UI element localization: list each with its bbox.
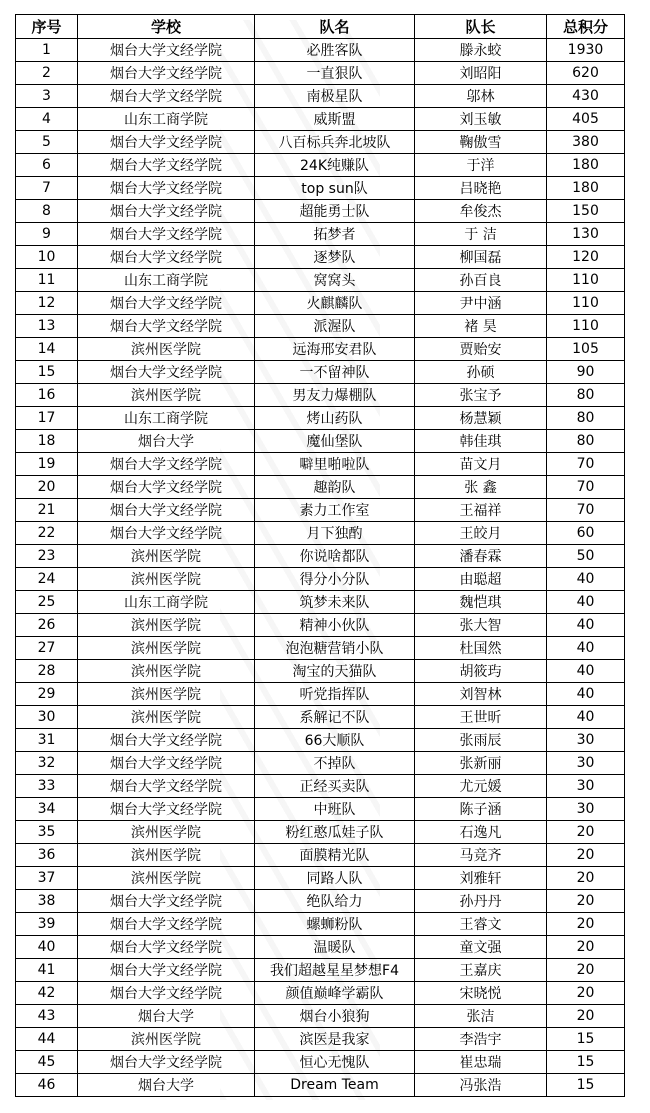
header-row (16, 15, 625, 39)
cell-score: 40 (547, 660, 625, 683)
cell-school: 烟台大学 (78, 1074, 255, 1097)
cell-school: 烟台大学文经学院 (78, 752, 255, 775)
cell-school: 滨州医学院 (78, 384, 255, 407)
cell-index: 28 (16, 660, 78, 683)
table-row (16, 223, 625, 246)
cell-captain: 宋晓悦 (415, 982, 547, 1005)
cell-index: 35 (16, 821, 78, 844)
cell-index: 6 (16, 154, 78, 177)
cell-score: 40 (547, 637, 625, 660)
cell-score: 110 (547, 269, 625, 292)
cell-team: 绝队给力 (255, 890, 415, 913)
table-row (16, 890, 625, 913)
cell-captain: 刘雅轩 (415, 867, 547, 890)
cell-score: 1930 (547, 39, 625, 62)
cell-captain: 杨慧颖 (415, 407, 547, 430)
cell-school: 烟台大学文经学院 (78, 315, 255, 338)
cell-team: 颜值巅峰学霸队 (255, 982, 415, 1005)
cell-captain: 刘玉敏 (415, 108, 547, 131)
cell-team: 泡泡糖营销小队 (255, 637, 415, 660)
cell-score: 20 (547, 821, 625, 844)
cell-index: 14 (16, 338, 78, 361)
cell-score: 15 (547, 1051, 625, 1074)
cell-score: 620 (547, 62, 625, 85)
cell-school: 山东工商学院 (78, 108, 255, 131)
table-row (16, 706, 625, 729)
cell-team: 听党指挥队 (255, 683, 415, 706)
cell-index: 13 (16, 315, 78, 338)
cell-index: 10 (16, 246, 78, 269)
cell-score: 50 (547, 545, 625, 568)
table-row (16, 476, 625, 499)
cell-captain: 刘智林 (415, 683, 547, 706)
cell-index: 46 (16, 1074, 78, 1097)
cell-score: 180 (547, 177, 625, 200)
cell-team: 正经买卖队 (255, 775, 415, 798)
cell-captain: 王嘉庆 (415, 959, 547, 982)
table-row (16, 407, 625, 430)
table-row (16, 246, 625, 269)
cell-school: 烟台大学文经学院 (78, 39, 255, 62)
cell-score: 20 (547, 959, 625, 982)
table-row (16, 200, 625, 223)
cell-team: 你说啥都队 (255, 545, 415, 568)
header-school: 学校 (78, 15, 255, 39)
cell-score: 20 (547, 913, 625, 936)
table-row (16, 39, 625, 62)
cell-score: 180 (547, 154, 625, 177)
cell-school: 滨州医学院 (78, 844, 255, 867)
cell-school: 烟台大学文经学院 (78, 62, 255, 85)
cell-score: 30 (547, 752, 625, 775)
cell-index: 19 (16, 453, 78, 476)
cell-index: 30 (16, 706, 78, 729)
cell-score: 20 (547, 936, 625, 959)
table-row (16, 384, 625, 407)
table-row (16, 361, 625, 384)
cell-team: 恒心无愧队 (255, 1051, 415, 1074)
cell-score: 70 (547, 453, 625, 476)
cell-index: 24 (16, 568, 78, 591)
cell-score: 110 (547, 315, 625, 338)
cell-index: 20 (16, 476, 78, 499)
cell-school: 滨州医学院 (78, 706, 255, 729)
table-row (16, 959, 625, 982)
cell-score: 20 (547, 867, 625, 890)
cell-index: 3 (16, 85, 78, 108)
cell-team: 我们超越星星梦想F4 (255, 959, 415, 982)
cell-school: 烟台大学 (78, 430, 255, 453)
cell-team: 滨医是我家 (255, 1028, 415, 1051)
cell-index: 8 (16, 200, 78, 223)
cell-school: 烟台大学文经学院 (78, 131, 255, 154)
cell-index: 21 (16, 499, 78, 522)
cell-captain: 王世昕 (415, 706, 547, 729)
cell-school: 烟台大学文经学院 (78, 522, 255, 545)
table-row (16, 453, 625, 476)
cell-score: 90 (547, 361, 625, 384)
header-index: 序号 (16, 15, 78, 39)
cell-team: 烟台小狼狗 (255, 1005, 415, 1028)
cell-team: 筑梦未来队 (255, 591, 415, 614)
cell-team: 温暖队 (255, 936, 415, 959)
cell-index: 37 (16, 867, 78, 890)
cell-score: 40 (547, 706, 625, 729)
table-row (16, 660, 625, 683)
cell-school: 滨州医学院 (78, 683, 255, 706)
cell-captain: 褚 昊 (415, 315, 547, 338)
cell-team: 超能勇士队 (255, 200, 415, 223)
cell-index: 40 (16, 936, 78, 959)
cell-team: 烤山药队 (255, 407, 415, 430)
table-row (16, 844, 625, 867)
header-score: 总积分 (547, 15, 625, 39)
cell-school: 烟台大学文经学院 (78, 499, 255, 522)
cell-captain: 滕永蛟 (415, 39, 547, 62)
cell-captain: 贾贻安 (415, 338, 547, 361)
cell-team: 螺蛳粉队 (255, 913, 415, 936)
cell-index: 11 (16, 269, 78, 292)
cell-score: 30 (547, 775, 625, 798)
cell-score: 40 (547, 614, 625, 637)
cell-score: 380 (547, 131, 625, 154)
cell-index: 5 (16, 131, 78, 154)
cell-team: 必胜客队 (255, 39, 415, 62)
cell-captain: 潘春霖 (415, 545, 547, 568)
header-captain: 队长 (415, 15, 547, 39)
table-row (16, 522, 625, 545)
cell-captain: 张雨辰 (415, 729, 547, 752)
cell-school: 烟台大学文经学院 (78, 890, 255, 913)
cell-school: 烟台大学文经学院 (78, 453, 255, 476)
cell-team: 南极星队 (255, 85, 415, 108)
cell-captain: 鞠傲雪 (415, 131, 547, 154)
cell-team: 一直狠队 (255, 62, 415, 85)
cell-index: 22 (16, 522, 78, 545)
cell-captain: 于 洁 (415, 223, 547, 246)
cell-index: 31 (16, 729, 78, 752)
cell-score: 120 (547, 246, 625, 269)
cell-team: 一不留神队 (255, 361, 415, 384)
cell-team: 噼里啪啦队 (255, 453, 415, 476)
cell-score: 430 (547, 85, 625, 108)
table-row (16, 637, 625, 660)
table-row (16, 85, 625, 108)
table-row (16, 568, 625, 591)
cell-team: 趣韵队 (255, 476, 415, 499)
table-row (16, 338, 625, 361)
table-row (16, 430, 625, 453)
cell-index: 12 (16, 292, 78, 315)
table-row (16, 1074, 625, 1097)
cell-captain: 邬林 (415, 85, 547, 108)
cell-captain: 由聪超 (415, 568, 547, 591)
cell-school: 烟台大学文经学院 (78, 476, 255, 499)
cell-school: 烟台大学文经学院 (78, 177, 255, 200)
table-row (16, 775, 625, 798)
cell-index: 2 (16, 62, 78, 85)
cell-team: 粉红憨瓜娃子队 (255, 821, 415, 844)
cell-captain: 崔忠瑞 (415, 1051, 547, 1074)
cell-captain: 李浩宇 (415, 1028, 547, 1051)
cell-score: 20 (547, 1005, 625, 1028)
table-row (16, 752, 625, 775)
table-row (16, 1005, 625, 1028)
ranking-table (15, 14, 625, 1097)
cell-score: 105 (547, 338, 625, 361)
cell-school: 烟台大学文经学院 (78, 729, 255, 752)
table-row (16, 269, 625, 292)
table-row (16, 936, 625, 959)
cell-index: 44 (16, 1028, 78, 1051)
cell-team: 同路人队 (255, 867, 415, 890)
table-row (16, 683, 625, 706)
table-row (16, 729, 625, 752)
cell-school: 烟台大学文经学院 (78, 913, 255, 936)
cell-score: 20 (547, 890, 625, 913)
cell-captain: 冯张浩 (415, 1074, 547, 1097)
cell-team: 66大顺队 (255, 729, 415, 752)
cell-captain: 王福祥 (415, 499, 547, 522)
cell-index: 25 (16, 591, 78, 614)
cell-score: 15 (547, 1074, 625, 1097)
cell-score: 40 (547, 568, 625, 591)
cell-school: 烟台大学文经学院 (78, 798, 255, 821)
table-row (16, 292, 625, 315)
cell-team: 精神小伙队 (255, 614, 415, 637)
table-row (16, 62, 625, 85)
cell-school: 烟台大学文经学院 (78, 85, 255, 108)
cell-index: 18 (16, 430, 78, 453)
cell-index: 1 (16, 39, 78, 62)
cell-school: 烟台大学文经学院 (78, 936, 255, 959)
cell-index: 4 (16, 108, 78, 131)
cell-team: 火麒麟队 (255, 292, 415, 315)
cell-captain: 胡筱玙 (415, 660, 547, 683)
cell-index: 36 (16, 844, 78, 867)
cell-score: 110 (547, 292, 625, 315)
cell-school: 烟台大学文经学院 (78, 982, 255, 1005)
cell-index: 17 (16, 407, 78, 430)
cell-index: 29 (16, 683, 78, 706)
table-row (16, 913, 625, 936)
cell-index: 45 (16, 1051, 78, 1074)
table-row (16, 591, 625, 614)
cell-captain: 张 鑫 (415, 476, 547, 499)
table-row (16, 982, 625, 1005)
cell-team: Dream Team (255, 1074, 415, 1097)
cell-captain: 牟俊杰 (415, 200, 547, 223)
cell-team: 不掉队 (255, 752, 415, 775)
cell-captain: 柳国磊 (415, 246, 547, 269)
table-row (16, 108, 625, 131)
cell-score: 20 (547, 982, 625, 1005)
cell-captain: 刘昭阳 (415, 62, 547, 85)
cell-captain: 吕晓艳 (415, 177, 547, 200)
cell-index: 42 (16, 982, 78, 1005)
cell-captain: 张新丽 (415, 752, 547, 775)
cell-team: 淘宝的天猫队 (255, 660, 415, 683)
cell-index: 27 (16, 637, 78, 660)
cell-captain: 韩佳琪 (415, 430, 547, 453)
cell-score: 30 (547, 729, 625, 752)
table-row (16, 315, 625, 338)
cell-team: 中班队 (255, 798, 415, 821)
cell-score: 70 (547, 499, 625, 522)
cell-school: 山东工商学院 (78, 407, 255, 430)
cell-score: 30 (547, 798, 625, 821)
cell-score: 405 (547, 108, 625, 131)
cell-school: 烟台大学文经学院 (78, 361, 255, 384)
cell-captain: 孙硕 (415, 361, 547, 384)
header-team: 队名 (255, 15, 415, 39)
cell-team: 逐梦队 (255, 246, 415, 269)
cell-school: 滨州医学院 (78, 338, 255, 361)
cell-score: 40 (547, 683, 625, 706)
table-row (16, 1051, 625, 1074)
cell-captain: 杜国然 (415, 637, 547, 660)
table-row (16, 154, 625, 177)
cell-school: 烟台大学文经学院 (78, 154, 255, 177)
cell-school: 滨州医学院 (78, 867, 255, 890)
cell-score: 70 (547, 476, 625, 499)
cell-team: 窝窝头 (255, 269, 415, 292)
cell-school: 烟台大学文经学院 (78, 223, 255, 246)
cell-school: 烟台大学文经学院 (78, 775, 255, 798)
cell-captain: 于洋 (415, 154, 547, 177)
cell-captain: 孙丹丹 (415, 890, 547, 913)
cell-score: 80 (547, 384, 625, 407)
cell-team: 面膜精光队 (255, 844, 415, 867)
cell-captain: 王睿文 (415, 913, 547, 936)
cell-index: 16 (16, 384, 78, 407)
cell-captain: 尹中涵 (415, 292, 547, 315)
cell-score: 80 (547, 430, 625, 453)
cell-school: 烟台大学文经学院 (78, 1051, 255, 1074)
cell-captain: 马竞齐 (415, 844, 547, 867)
cell-team: 素力工作室 (255, 499, 415, 522)
cell-index: 43 (16, 1005, 78, 1028)
cell-index: 32 (16, 752, 78, 775)
cell-score: 15 (547, 1028, 625, 1051)
cell-team: 派渥队 (255, 315, 415, 338)
cell-school: 滨州医学院 (78, 660, 255, 683)
cell-captain: 童文强 (415, 936, 547, 959)
cell-score: 20 (547, 844, 625, 867)
table-row (16, 798, 625, 821)
cell-index: 38 (16, 890, 78, 913)
cell-school: 烟台大学文经学院 (78, 959, 255, 982)
cell-school: 山东工商学院 (78, 269, 255, 292)
cell-captain: 张洁 (415, 1005, 547, 1028)
cell-team: 月下独酌 (255, 522, 415, 545)
cell-school: 滨州医学院 (78, 637, 255, 660)
cell-school: 烟台大学文经学院 (78, 246, 255, 269)
cell-score: 60 (547, 522, 625, 545)
cell-score: 130 (547, 223, 625, 246)
table-row (16, 614, 625, 637)
cell-team: 男友力爆棚队 (255, 384, 415, 407)
table-row (16, 131, 625, 154)
cell-captain: 孙百良 (415, 269, 547, 292)
cell-index: 26 (16, 614, 78, 637)
cell-team: 魔仙堡队 (255, 430, 415, 453)
cell-captain: 张大智 (415, 614, 547, 637)
cell-school: 烟台大学文经学院 (78, 292, 255, 315)
cell-index: 33 (16, 775, 78, 798)
cell-team: 八百标兵奔北坡队 (255, 131, 415, 154)
cell-captain: 张宝予 (415, 384, 547, 407)
cell-score: 150 (547, 200, 625, 223)
cell-index: 15 (16, 361, 78, 384)
cell-team: 系解记不队 (255, 706, 415, 729)
cell-school: 滨州医学院 (78, 614, 255, 637)
table-row (16, 867, 625, 890)
cell-school: 滨州医学院 (78, 545, 255, 568)
cell-school: 烟台大学 (78, 1005, 255, 1028)
cell-index: 23 (16, 545, 78, 568)
table-row (16, 545, 625, 568)
cell-team: 威斯盟 (255, 108, 415, 131)
cell-captain: 苗文月 (415, 453, 547, 476)
cell-captain: 陈子涵 (415, 798, 547, 821)
cell-team: 得分小分队 (255, 568, 415, 591)
cell-school: 山东工商学院 (78, 591, 255, 614)
cell-score: 40 (547, 591, 625, 614)
cell-index: 39 (16, 913, 78, 936)
table-row (16, 177, 625, 200)
cell-captain: 魏恺琪 (415, 591, 547, 614)
cell-school: 滨州医学院 (78, 1028, 255, 1051)
cell-team: 拓梦者 (255, 223, 415, 246)
cell-index: 34 (16, 798, 78, 821)
cell-school: 滨州医学院 (78, 821, 255, 844)
cell-index: 41 (16, 959, 78, 982)
table-row (16, 1028, 625, 1051)
cell-school: 滨州医学院 (78, 568, 255, 591)
table-row (16, 821, 625, 844)
cell-score: 80 (547, 407, 625, 430)
cell-school: 烟台大学文经学院 (78, 200, 255, 223)
cell-captain: 石逸凡 (415, 821, 547, 844)
cell-team: 24K纯赚队 (255, 154, 415, 177)
table-row (16, 499, 625, 522)
cell-captain: 王皎月 (415, 522, 547, 545)
cell-index: 7 (16, 177, 78, 200)
cell-team: top sun队 (255, 177, 415, 200)
cell-team: 远海邢安君队 (255, 338, 415, 361)
cell-index: 9 (16, 223, 78, 246)
cell-captain: 尤元媛 (415, 775, 547, 798)
